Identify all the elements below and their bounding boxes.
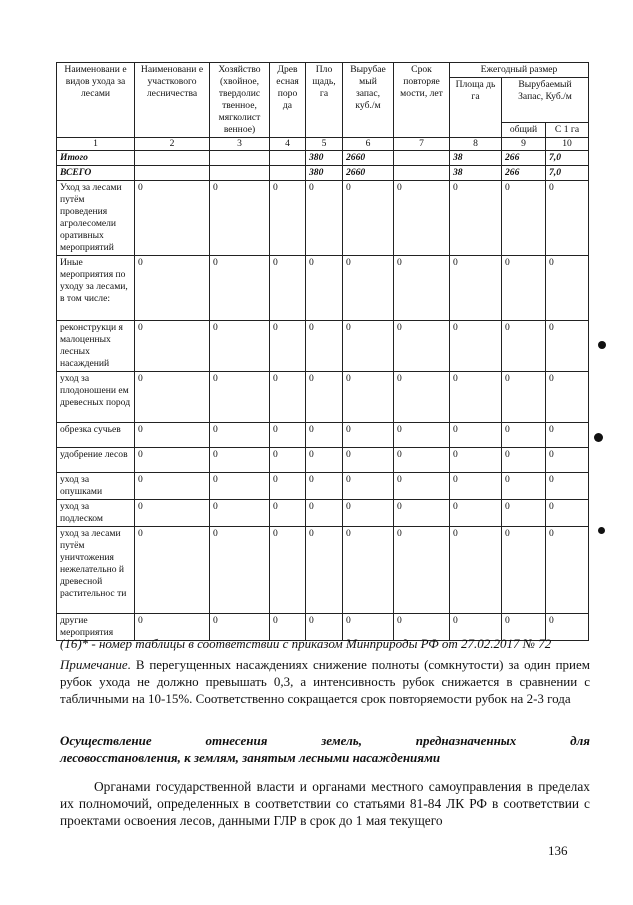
value-cell: 0 (270, 473, 306, 500)
value-cell: 0 (502, 500, 546, 527)
header-annual-area: Площа дь га (450, 78, 502, 138)
value-cell (210, 151, 270, 166)
forest-care-table (56, 62, 589, 641)
value-cell: 0 (502, 614, 546, 641)
value-cell: 0 (546, 256, 589, 321)
value-cell: 0 (210, 321, 270, 372)
page-number: 136 (548, 843, 568, 858)
value-cell: 0 (306, 500, 343, 527)
column-index: 10 (546, 138, 589, 151)
body-paragraph: Органами государственной власти и органами местного самоуправления в пределах их полномочий, определенных в соответствии со статьями 81-84 ЛК РФ в соответствии с проектами освоения лесов, данными ГЛР в срок до 1 мая текущего (60, 779, 590, 828)
value-cell: 0 (450, 500, 502, 527)
value-cell: 0 (502, 372, 546, 423)
value-cell: 0 (343, 614, 394, 641)
value-cell: 0 (270, 321, 306, 372)
value-cell: 0 (546, 181, 589, 256)
value-cell: 0 (135, 473, 210, 500)
row-label-cell: реконструкци я малоценных лесных насаждений (57, 321, 135, 372)
table-row (57, 500, 589, 527)
value-cell: 0 (135, 500, 210, 527)
value-cell: 266 (502, 166, 546, 181)
summary-rows (57, 151, 589, 181)
value-cell: 0 (135, 181, 210, 256)
table-row (57, 527, 589, 614)
table-row (57, 448, 589, 473)
value-cell: 266 (502, 151, 546, 166)
value-cell (210, 166, 270, 181)
value-cell: 0 (546, 614, 589, 641)
value-cell: 2660 (343, 166, 394, 181)
value-cell: 0 (270, 614, 306, 641)
value-cell: 0 (394, 372, 450, 423)
column-index: 2 (135, 138, 210, 151)
value-cell: 0 (343, 321, 394, 372)
value-cell: 0 (270, 527, 306, 614)
value-cell: 0 (546, 500, 589, 527)
data-rows (57, 181, 589, 641)
value-cell: 0 (450, 614, 502, 641)
value-cell: 0 (210, 500, 270, 527)
value-cell: 0 (394, 448, 450, 473)
value-cell: 0 (135, 614, 210, 641)
header-care-type: Наименовани е видов ухода за лесами (57, 63, 135, 138)
value-cell: 0 (135, 321, 210, 372)
value-cell: 0 (306, 473, 343, 500)
value-cell: 0 (394, 321, 450, 372)
value-cell: 0 (394, 527, 450, 614)
heading-word: предназначенных (415, 733, 517, 748)
value-cell: 0 (343, 448, 394, 473)
column-index: 1 (57, 138, 135, 151)
value-cell: 0 (135, 256, 210, 321)
value-cell: 0 (502, 181, 546, 256)
row-label-cell: уход за лесами путём уничтожения нежелательно й древесной растительнос ти (57, 527, 135, 614)
value-cell (394, 166, 450, 181)
note-text: В перегущенных насаждениях снижение полноты (сомкнутости) за один прием рубок ухода не должно превышать 0,3, а интенсивность рубок снижается в сравнении с табличными на 10-15%. Соответственно сокращается срок повторяемости рубок на 2-3 года (60, 657, 590, 706)
row-label-cell: ВСЕГО (57, 166, 135, 181)
column-index: 9 (502, 138, 546, 151)
table-row (57, 256, 589, 321)
value-cell: 0 (210, 423, 270, 448)
header-total: общий (502, 123, 546, 138)
value-cell (270, 166, 306, 181)
value-cell: 0 (450, 423, 502, 448)
value-cell: 0 (394, 614, 450, 641)
value-cell (394, 151, 450, 166)
row-label-cell: Итого (57, 151, 135, 166)
scan-mark (598, 527, 605, 534)
table-row (57, 372, 589, 423)
value-cell: 0 (502, 527, 546, 614)
header-row-1 (57, 63, 589, 78)
value-cell: 0 (450, 181, 502, 256)
value-cell: 7,0 (546, 166, 589, 181)
value-cell: 0 (306, 372, 343, 423)
header-annual-volume: Вырубаемый Запас, Куб./м (502, 78, 589, 123)
heading-word: Осуществление (60, 733, 152, 748)
header-annual-size: Ежегодный размер (450, 63, 589, 78)
scan-mark (594, 433, 603, 442)
value-cell: 0 (546, 473, 589, 500)
header-per-ha: С 1 га (546, 123, 589, 138)
table-row (57, 321, 589, 372)
value-cell: 0 (450, 473, 502, 500)
value-cell: 0 (270, 372, 306, 423)
value-cell: 0 (343, 423, 394, 448)
value-cell: 0 (546, 372, 589, 423)
value-cell: 7,0 (546, 151, 589, 166)
column-index: 6 (343, 138, 394, 151)
value-cell: 0 (306, 614, 343, 641)
value-cell: 0 (343, 500, 394, 527)
value-cell: 0 (135, 372, 210, 423)
value-cell: 0 (450, 321, 502, 372)
table-row (57, 423, 589, 448)
row-label-cell: обрезка сучьев (57, 423, 135, 448)
note-label: Примечание. (60, 657, 131, 672)
value-cell (135, 151, 210, 166)
row-label-cell: удобрение лесов (57, 448, 135, 473)
value-cell: 0 (270, 500, 306, 527)
summary-row (57, 151, 589, 166)
row-label-cell: уход за плодоношени ем древесных пород (57, 372, 135, 423)
value-cell: 2660 (343, 151, 394, 166)
table-row (57, 181, 589, 256)
value-cell: 0 (210, 372, 270, 423)
value-cell: 0 (306, 256, 343, 321)
value-cell: 0 (343, 473, 394, 500)
value-cell: 38 (450, 166, 502, 181)
value-cell: 0 (394, 473, 450, 500)
header-forestry: Наименовани е участкового лесничества (135, 63, 210, 138)
value-cell: 0 (270, 423, 306, 448)
value-cell: 0 (450, 372, 502, 423)
column-index: 7 (394, 138, 450, 151)
value-cell: 0 (394, 500, 450, 527)
value-cell: 0 (343, 527, 394, 614)
heading-word: отнесения (205, 733, 268, 748)
note-paragraph (60, 656, 590, 707)
heading-word: земель, (321, 733, 362, 748)
table-row (57, 473, 589, 500)
value-cell: 0 (306, 321, 343, 372)
value-cell (270, 151, 306, 166)
row-label-cell: уход за опушками (57, 473, 135, 500)
row-label-cell: Уход за лесами путём проведения агролесомели оративных мероприятий (57, 181, 135, 256)
heading-line-2: лесовосстановления, к землям, занятым лесными насаждениями (60, 750, 441, 765)
value-cell: 0 (210, 256, 270, 321)
value-cell: 0 (210, 448, 270, 473)
value-cell: 0 (210, 614, 270, 641)
table-footnote: (16)* - номер таблицы в соответствии с приказом Минприроды РФ от 27.02.2017 № 72 (60, 636, 552, 651)
value-cell: 0 (546, 527, 589, 614)
value-cell: 0 (502, 321, 546, 372)
value-cell: 0 (502, 256, 546, 321)
value-cell: 0 (394, 181, 450, 256)
value-cell: 0 (306, 527, 343, 614)
value-cell: 0 (270, 448, 306, 473)
section-heading (60, 732, 590, 766)
heading-line-1 (60, 732, 590, 749)
value-cell: 0 (343, 181, 394, 256)
value-cell: 0 (270, 256, 306, 321)
value-cell: 0 (270, 181, 306, 256)
value-cell: 0 (450, 448, 502, 473)
header-tree-species: Древ есная поро да (270, 63, 306, 138)
value-cell: 0 (135, 423, 210, 448)
value-cell: 0 (502, 473, 546, 500)
value-cell: 0 (135, 448, 210, 473)
column-index: 4 (270, 138, 306, 151)
value-cell: 0 (502, 448, 546, 473)
value-cell: 0 (306, 181, 343, 256)
value-cell: 0 (343, 372, 394, 423)
header-harvest-volume: Вырубае мый запас, куб./м (343, 63, 394, 138)
row-label-cell: Иные мероприятия по уходу за лесами, в том числе: (57, 256, 135, 321)
value-cell: 380 (306, 166, 343, 181)
value-cell: 0 (450, 256, 502, 321)
value-cell: 0 (394, 423, 450, 448)
value-cell: 0 (343, 256, 394, 321)
heading-word: для (570, 733, 590, 748)
header-repeat-period: Срок повторяе мости, лет (394, 63, 450, 138)
value-cell: 0 (210, 181, 270, 256)
header-area: Пло щадь, га (306, 63, 343, 138)
value-cell: 0 (210, 527, 270, 614)
value-cell: 0 (546, 448, 589, 473)
column-index: 8 (450, 138, 502, 151)
value-cell: 0 (502, 423, 546, 448)
column-index: 5 (306, 138, 343, 151)
row-label-cell: уход за подлеском (57, 500, 135, 527)
value-cell: 0 (210, 473, 270, 500)
column-index-row (57, 138, 589, 151)
value-cell: 0 (450, 527, 502, 614)
value-cell: 0 (306, 448, 343, 473)
row-label-cell: другие мероприятия (57, 614, 135, 641)
header-economy: Хозяйство (хвойное, твердолис твенное, мягколист венное) (210, 63, 270, 138)
value-cell: 38 (450, 151, 502, 166)
value-cell: 0 (546, 423, 589, 448)
column-index: 3 (210, 138, 270, 151)
value-cell (135, 166, 210, 181)
value-cell: 0 (306, 423, 343, 448)
value-cell: 0 (394, 256, 450, 321)
value-cell: 380 (306, 151, 343, 166)
value-cell: 0 (546, 321, 589, 372)
value-cell: 0 (135, 527, 210, 614)
scan-mark (598, 341, 606, 349)
summary-row (57, 166, 589, 181)
